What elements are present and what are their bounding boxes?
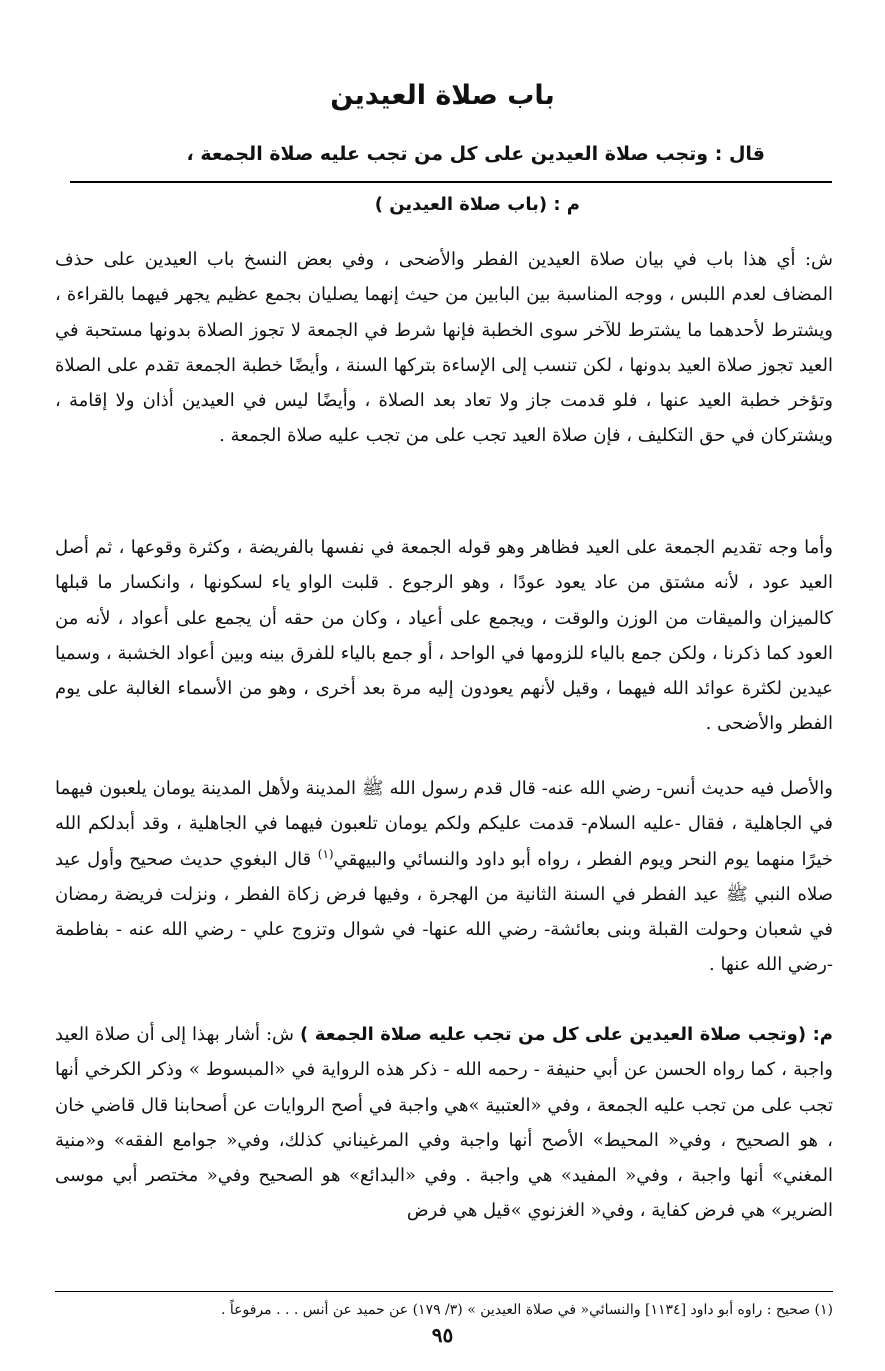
commentary-heading: م : (باب صلاة العيدين ) [374,194,580,215]
ruling-text: ش: أشار بهذا إلى أن صلاة العيد واجبة ، كما رواه الحسن عن أبي حنيفة - رحمه الله - ذكر هذه الرواية في «المبسوط » وذكر الكرخي أنها تجب على من تجب عليه الجمعة ، وفي «العتبية »هي واجبة في أصح الروايات عن أصحابنا قال قاضي خان ، هو الصحيح ، وفي« المحيط» الأصح أنها واجبة وفي المرغيناني كذلك، وفي« جوامع الفقه» و«منية المغني» أنها واجبة ، وفي« المفيد» هي واجبة . وفي «البدائع» هو الصحيح وفي« مختصر أبي موسى الضرير» هي فرض كفاية ، وفي« الغزنوي »قيل هي فرض [55,1024,833,1222]
hadith-text: والأصل فيه حديث أنس- رضي الله عنه- قال قدم رسول الله ﷺ المدينة ولأهل المدينة يومان يلعبون فيهما في الجاهلية ، فقال -عليه السلام- قدمت عليكم ولكم يومان تلعبون فيهما في الجاهلية ، وقد أبدلكم الله خيرًا منهما يوم النحر ويوم الفطر ، رواه أبو داود والنسائي والبيهقي [55,778,833,870]
footnote-divider [55,1291,833,1292]
paragraph-hadith-anas [55,771,833,983]
paragraph-ruling [55,1017,833,1229]
paragraph-eid-etymology: وأما وجه تقديم الجمعة على العيد فظاهر وهو قوله الجمعة في نفسها بالفريضة ، وكثرة وقوعها ، ثم أصل العيد عود ، لأنه مشتق من عاد يعود عودًا ، وهو الرجوع . قلبت الواو ياء لسكونها ، وانكسار ما قبلها كالميزان والميقات من الوزن والوقت ، ويجمع على أعياد ، وكان من حقه أن يجمع على أعواد ، لأنه من العود كما ذكرنا ، ولكن جمع بالياء للزومها في الواحد ، أو جمع بالياء للفرق بينه وبين أعواد الخشبة ، وسميا عيدين لكثرة عوائد الله فيهما ، وقيل لأنهم يعودون إليه مرة بعد أخرى ، وهو من الأسماء الغالبة على يوم الفطر والأضحى . [55,537,833,735]
header-divider [70,181,832,183]
paragraph-sharh-intro: ش: أي هذا باب في بيان صلاة العيدين الفطر والأضحى ، وفي بعض النسخ باب العيدين على حذف المضاف لعدم اللبس ، ووجه المناسبة بين البابين من حيث إنهما يصليان بجمع عظيم يجهر فيهما بالقراءة ، ويشترط لأحدهما ما يشترط للآخر سوى الخطبة فإنها شرط في الجمعة لا تجوز الصلاة بدونها مستحبة في العيد تجوز صلاة العيد بدونها ، لكن تنسب إلى الإساءة بتركها السنة ، وأيضًا خطبة الجمعة تقدم على الصلاة وتؤخر خطبة العيد عنها ، فلو قدمت جاز ولا تعاد بعد الصلاة ، وأيضًا ليس في العيدين أذان ولا إقامة ، ويشتركان في حق التكليف ، فإن صلاة العيد تجب على من تجب عليه صلاة الجمعة . [55,249,833,447]
page-number: ٩٥ [431,1323,454,1347]
chapter-title: باب صلاة العيدين [330,80,555,111]
hadith-continuation: قال البغوي حديث صحيح وأول عيد صلاه النبي ﷺ عيد الفطر في السنة الثانية من الهجرة ، وفيها فرض زكاة الفطر ، ونزلت فريضة رمضان في شعبان وحولت القبلة وبنى بعائشة- رضي الله عنها- في شوال وتزوج علي - رضي الله عنه - بفاطمة -رضي الله عنها . [55,848,833,976]
matn-text: قال : وتجب صلاة العيدين على كل من تجب عليه صلاة الجمعة ، [186,143,765,165]
footnote-marker: (١) [317,846,334,861]
footnote: (١) صحيح : راوه أبو داود [١١٣٤] والنسائي« في صلاة العيدين » (٣/ ١٧٩) عن حميد عن أنس . . . مرفوعاً . [220,1302,833,1318]
matn-quote: م: (وتجب صلاة العيدين على كل من تجب عليه صلاة الجمعة ) [300,1024,833,1045]
